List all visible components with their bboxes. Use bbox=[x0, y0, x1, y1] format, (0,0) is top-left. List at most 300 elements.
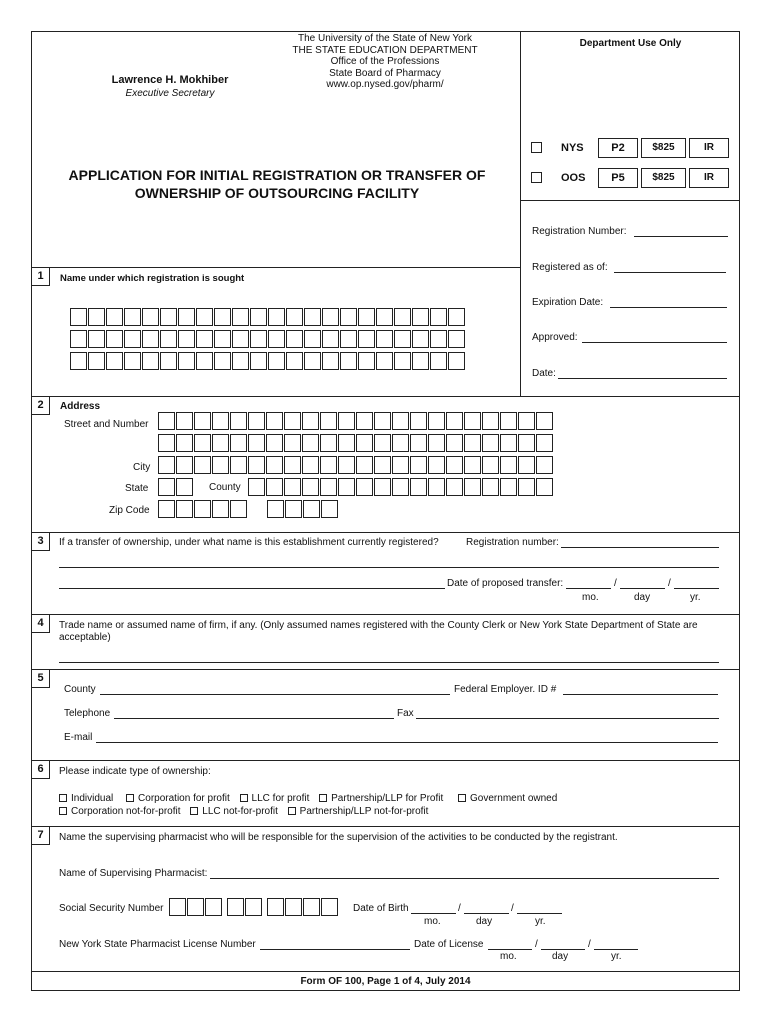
city-label: City bbox=[133, 462, 151, 473]
char-cell[interactable] bbox=[266, 456, 283, 474]
char-cell[interactable] bbox=[286, 352, 303, 370]
char-cell[interactable] bbox=[176, 434, 193, 452]
char-cell[interactable] bbox=[142, 308, 159, 326]
oos-code: P5 bbox=[598, 168, 638, 188]
char-cell[interactable] bbox=[338, 456, 355, 474]
char-cell[interactable] bbox=[106, 330, 123, 348]
transfer-day-line[interactable] bbox=[620, 588, 665, 589]
char-cell[interactable] bbox=[356, 478, 373, 496]
char-cell[interactable] bbox=[178, 308, 195, 326]
char-cell[interactable] bbox=[518, 434, 535, 452]
char-cell[interactable] bbox=[340, 330, 357, 348]
char-cell[interactable] bbox=[392, 412, 409, 430]
street-row-1[interactable] bbox=[158, 412, 554, 430]
char-cell[interactable] bbox=[410, 456, 427, 474]
dept-rule bbox=[520, 200, 740, 201]
section6-top-rule bbox=[31, 760, 740, 761]
checkbox-icon[interactable] bbox=[458, 794, 466, 802]
char-cell[interactable] bbox=[448, 330, 465, 348]
slash: / bbox=[458, 903, 461, 914]
oos-checkbox[interactable] bbox=[531, 172, 542, 183]
char-cell[interactable] bbox=[320, 434, 337, 452]
year-hint: yr. bbox=[690, 592, 701, 603]
year-hint: yr. bbox=[611, 951, 622, 962]
char-cell[interactable] bbox=[500, 412, 517, 430]
char-cell[interactable] bbox=[430, 330, 447, 348]
char-cell[interactable] bbox=[230, 412, 247, 430]
trade-name-line[interactable] bbox=[59, 662, 719, 663]
char-cell[interactable] bbox=[268, 352, 285, 370]
dob-label: Date of Birth bbox=[353, 903, 409, 914]
char-cell[interactable] bbox=[302, 434, 319, 452]
char-cell[interactable] bbox=[158, 412, 175, 430]
char-cell[interactable] bbox=[500, 456, 517, 474]
char-cell[interactable] bbox=[322, 330, 339, 348]
char-cell[interactable] bbox=[230, 434, 247, 452]
char-cell[interactable] bbox=[194, 412, 211, 430]
char-cell[interactable] bbox=[446, 412, 463, 430]
char-cell[interactable] bbox=[212, 412, 229, 430]
char-cell[interactable] bbox=[356, 434, 373, 452]
char-cell[interactable] bbox=[536, 434, 553, 452]
char-cell[interactable] bbox=[267, 898, 284, 916]
char-cell[interactable] bbox=[266, 412, 283, 430]
fein-line[interactable] bbox=[563, 694, 718, 695]
char-cell[interactable] bbox=[482, 456, 499, 474]
char-cell[interactable] bbox=[158, 456, 175, 474]
slash: / bbox=[668, 578, 671, 589]
supervising-prompt: Name the supervising pharmacist who will be responsible for the supervision of the activities to be conducted by the registrant. bbox=[59, 832, 618, 843]
char-cell[interactable] bbox=[214, 308, 231, 326]
char-cell[interactable] bbox=[212, 456, 229, 474]
char-cell[interactable] bbox=[394, 308, 411, 326]
char-cell[interactable] bbox=[482, 478, 499, 496]
char-cell[interactable] bbox=[446, 456, 463, 474]
char-cell[interactable] bbox=[196, 352, 213, 370]
char-cell[interactable] bbox=[267, 500, 284, 518]
ownership-prompt: Please indicate type of ownership: bbox=[59, 766, 211, 777]
nys-checkbox[interactable] bbox=[531, 142, 542, 153]
char-cell[interactable] bbox=[302, 456, 319, 474]
form-title-line: OWNERSHIP OF OUTSOURCING FACILITY bbox=[134, 185, 420, 201]
char-cell[interactable] bbox=[70, 308, 87, 326]
checkbox-icon[interactable] bbox=[288, 807, 296, 815]
telephone-line[interactable] bbox=[114, 718, 394, 719]
char-cell[interactable] bbox=[284, 456, 301, 474]
char-cell[interactable] bbox=[500, 434, 517, 452]
char-cell[interactable] bbox=[268, 308, 285, 326]
section1-label: Name under which registration is sought bbox=[60, 273, 245, 284]
char-cell[interactable] bbox=[160, 352, 177, 370]
transfer-year-line[interactable] bbox=[674, 588, 719, 589]
slash: / bbox=[511, 903, 514, 914]
char-cell[interactable] bbox=[518, 412, 535, 430]
char-cell[interactable] bbox=[158, 478, 175, 496]
ssn-cells-2[interactable] bbox=[227, 898, 263, 916]
state-cells[interactable] bbox=[158, 478, 194, 496]
char-cell[interactable] bbox=[410, 412, 427, 430]
char-cell[interactable] bbox=[322, 308, 339, 326]
state-label: State bbox=[125, 483, 149, 494]
char-cell[interactable] bbox=[158, 434, 175, 452]
char-cell[interactable] bbox=[430, 308, 447, 326]
char-cell[interactable] bbox=[374, 412, 391, 430]
char-cell[interactable] bbox=[410, 434, 427, 452]
char-cell[interactable] bbox=[302, 412, 319, 430]
checkbox-icon[interactable] bbox=[59, 807, 67, 815]
char-cell[interactable] bbox=[176, 412, 193, 430]
char-cell[interactable] bbox=[176, 456, 193, 474]
char-cell[interactable] bbox=[266, 478, 283, 496]
char-cell[interactable] bbox=[412, 308, 429, 326]
footer-rule bbox=[31, 971, 740, 972]
nys-label: NYS bbox=[561, 142, 584, 154]
char-cell[interactable] bbox=[250, 308, 267, 326]
char-cell[interactable] bbox=[320, 478, 337, 496]
checkbox-icon[interactable] bbox=[190, 807, 198, 815]
registration-number-line bbox=[634, 236, 728, 237]
char-cell[interactable] bbox=[321, 898, 338, 916]
section-number: 3 bbox=[31, 532, 50, 551]
char-cell[interactable] bbox=[266, 434, 283, 452]
char-cell[interactable] bbox=[284, 412, 301, 430]
transfer-question: If a transfer of ownership, under what name is this establishment currently registered? bbox=[59, 537, 439, 548]
char-cell[interactable] bbox=[176, 500, 193, 518]
char-cell[interactable] bbox=[430, 352, 447, 370]
char-cell[interactable] bbox=[232, 352, 249, 370]
char-cell[interactable] bbox=[321, 500, 338, 518]
char-cell[interactable] bbox=[412, 352, 429, 370]
oos-type: IR bbox=[689, 168, 729, 188]
ssn-cells-3[interactable] bbox=[267, 898, 339, 916]
char-cell[interactable] bbox=[124, 330, 141, 348]
address-label: Address bbox=[60, 401, 101, 412]
license-year-line[interactable] bbox=[594, 949, 638, 950]
section7-top-rule bbox=[31, 826, 740, 827]
char-cell[interactable] bbox=[358, 352, 375, 370]
char-cell[interactable] bbox=[70, 330, 87, 348]
fax-label: Fax bbox=[397, 708, 414, 719]
char-cell[interactable] bbox=[446, 434, 463, 452]
current-name-line[interactable] bbox=[59, 567, 719, 568]
char-cell[interactable] bbox=[250, 330, 267, 348]
char-cell[interactable] bbox=[230, 456, 247, 474]
ownership-option[interactable]: Individual bbox=[59, 793, 113, 804]
ownership-option[interactable]: Partnership/LLP for Profit bbox=[319, 793, 443, 804]
dob-month-line[interactable] bbox=[411, 913, 456, 914]
char-cell[interactable] bbox=[250, 352, 267, 370]
char-cell[interactable] bbox=[214, 330, 231, 348]
char-cell[interactable] bbox=[178, 330, 195, 348]
char-cell[interactable] bbox=[374, 478, 391, 496]
dob-day-line[interactable] bbox=[464, 913, 509, 914]
char-cell[interactable] bbox=[340, 308, 357, 326]
char-cell[interactable] bbox=[196, 330, 213, 348]
section1-top-rule bbox=[31, 267, 520, 268]
char-cell[interactable] bbox=[284, 434, 301, 452]
char-cell[interactable] bbox=[227, 898, 244, 916]
char-cell[interactable] bbox=[160, 330, 177, 348]
char-cell[interactable] bbox=[464, 478, 481, 496]
day-hint: day bbox=[634, 592, 651, 603]
approved-line bbox=[582, 342, 727, 343]
month-hint: mo. bbox=[500, 951, 517, 962]
char-cell[interactable] bbox=[194, 434, 211, 452]
month-hint: mo. bbox=[424, 916, 441, 927]
char-cell[interactable] bbox=[320, 412, 337, 430]
char-cell[interactable] bbox=[428, 456, 445, 474]
char-cell[interactable] bbox=[482, 434, 499, 452]
char-cell[interactable] bbox=[286, 330, 303, 348]
nys-code: P2 bbox=[598, 138, 638, 158]
form-footer: Form OF 100, Page 1 of 4, July 2014 bbox=[300, 976, 471, 987]
char-cell[interactable] bbox=[248, 478, 265, 496]
section3-top-rule bbox=[31, 532, 740, 533]
char-cell[interactable] bbox=[338, 478, 355, 496]
zip-cells[interactable] bbox=[158, 500, 248, 518]
expiration-date-label: Expiration Date: bbox=[532, 297, 604, 308]
char-cell[interactable] bbox=[124, 308, 141, 326]
char-cell[interactable] bbox=[464, 456, 481, 474]
zip-ext-cells[interactable] bbox=[267, 500, 339, 518]
char-cell[interactable] bbox=[536, 478, 553, 496]
license-month-line[interactable] bbox=[488, 949, 532, 950]
char-cell[interactable] bbox=[428, 434, 445, 452]
county-label: County bbox=[209, 482, 241, 493]
registration-number-text: Registration number: bbox=[466, 537, 559, 548]
checkbox-icon[interactable] bbox=[126, 794, 134, 802]
trade-name-text: Trade name or assumed name of firm, if any. (Only assumed names registered with the County Clerk or New York State Department of State are acceptable) bbox=[59, 620, 698, 643]
char-cell[interactable] bbox=[392, 478, 409, 496]
ownership-option[interactable]: Government owned bbox=[458, 793, 557, 804]
char-cell[interactable] bbox=[376, 352, 393, 370]
char-cell[interactable] bbox=[518, 478, 535, 496]
month-hint: mo. bbox=[582, 592, 599, 603]
checkbox-icon[interactable] bbox=[59, 794, 67, 802]
char-cell[interactable] bbox=[304, 352, 321, 370]
char-cell[interactable] bbox=[285, 898, 302, 916]
char-cell[interactable] bbox=[142, 330, 159, 348]
char-cell[interactable] bbox=[212, 500, 229, 518]
char-cell[interactable] bbox=[194, 500, 211, 518]
char-cell[interactable] bbox=[394, 330, 411, 348]
registration-number-label: Registration Number: bbox=[532, 226, 627, 237]
street-label: Street and Number bbox=[64, 419, 149, 430]
ssn-cells-1[interactable] bbox=[169, 898, 223, 916]
dept-date-line bbox=[558, 378, 727, 379]
char-cell[interactable] bbox=[410, 478, 427, 496]
street-row-2[interactable] bbox=[158, 434, 554, 452]
license-day-line[interactable] bbox=[541, 949, 585, 950]
name-row-1[interactable] bbox=[70, 308, 466, 326]
char-cell[interactable] bbox=[358, 308, 375, 326]
registered-as-of-label: Registered as of: bbox=[532, 262, 608, 273]
char-cell[interactable] bbox=[536, 412, 553, 430]
char-cell[interactable] bbox=[70, 352, 87, 370]
char-cell[interactable] bbox=[374, 434, 391, 452]
dept-date-label: Date: bbox=[532, 368, 556, 379]
char-cell[interactable] bbox=[169, 898, 186, 916]
oos-fee: $825 bbox=[641, 168, 686, 188]
char-cell[interactable] bbox=[446, 478, 463, 496]
char-cell[interactable] bbox=[230, 500, 247, 518]
char-cell[interactable] bbox=[338, 434, 355, 452]
char-cell[interactable] bbox=[302, 478, 319, 496]
checkbox-icon[interactable] bbox=[319, 794, 327, 802]
char-cell[interactable] bbox=[178, 352, 195, 370]
transfer-reg-number-line[interactable] bbox=[561, 547, 719, 548]
char-cell[interactable] bbox=[248, 434, 265, 452]
char-cell[interactable] bbox=[196, 308, 213, 326]
year-hint: yr. bbox=[535, 916, 546, 927]
signer-name: Lawrence H. Mokhiber bbox=[111, 74, 229, 86]
agency-line: State Board of Pharmacy bbox=[329, 67, 441, 79]
char-cell[interactable] bbox=[322, 352, 339, 370]
form-title-line: APPLICATION FOR INITIAL REGISTRATION OR TRANSFER OF bbox=[68, 167, 486, 183]
char-cell[interactable] bbox=[428, 412, 445, 430]
day-hint: day bbox=[552, 951, 569, 962]
char-cell[interactable] bbox=[412, 330, 429, 348]
char-cell[interactable] bbox=[338, 412, 355, 430]
char-cell[interactable] bbox=[245, 898, 262, 916]
dob-year-line[interactable] bbox=[517, 913, 562, 914]
char-cell[interactable] bbox=[304, 330, 321, 348]
char-cell[interactable] bbox=[232, 308, 249, 326]
char-cell[interactable] bbox=[356, 412, 373, 430]
agency-line: THE STATE EDUCATION DEPARTMENT bbox=[292, 44, 478, 56]
char-cell[interactable] bbox=[448, 352, 465, 370]
ownership-option[interactable]: Partnership/LLP not-for-profit bbox=[288, 806, 429, 817]
transfer-month-line[interactable] bbox=[566, 588, 611, 589]
email-line[interactable] bbox=[96, 742, 718, 743]
char-cell[interactable] bbox=[214, 352, 231, 370]
char-cell[interactable] bbox=[304, 308, 321, 326]
license-label: New York State Pharmacist License Number bbox=[59, 939, 256, 950]
char-cell[interactable] bbox=[286, 308, 303, 326]
char-cell[interactable] bbox=[124, 352, 141, 370]
license-date-label: Date of License bbox=[414, 939, 484, 950]
char-cell[interactable] bbox=[518, 456, 535, 474]
section-number: 6 bbox=[31, 760, 50, 779]
char-cell[interactable] bbox=[303, 500, 320, 518]
char-cell[interactable] bbox=[428, 478, 445, 496]
section-number: 1 bbox=[31, 267, 50, 286]
char-cell[interactable] bbox=[142, 352, 159, 370]
agency-block bbox=[270, 33, 500, 91]
name-row-2[interactable] bbox=[70, 330, 466, 348]
char-cell[interactable] bbox=[376, 330, 393, 348]
section2-top-rule bbox=[31, 396, 740, 397]
county-cells[interactable] bbox=[248, 478, 554, 496]
ssn-label: Social Security Number bbox=[59, 903, 164, 914]
char-cell[interactable] bbox=[106, 352, 123, 370]
agency-line: Office of the Professions bbox=[330, 56, 440, 67]
char-cell[interactable] bbox=[106, 308, 123, 326]
ownership-option[interactable]: Corporation for profit bbox=[126, 793, 230, 804]
section-number: 2 bbox=[31, 396, 50, 415]
agency-line: The University of the State of New York bbox=[298, 33, 472, 44]
dept-divider bbox=[520, 31, 521, 396]
char-cell[interactable] bbox=[232, 330, 249, 348]
char-cell[interactable] bbox=[356, 456, 373, 474]
oos-label: OOS bbox=[561, 172, 586, 184]
char-cell[interactable] bbox=[500, 478, 517, 496]
char-cell[interactable] bbox=[158, 500, 175, 518]
char-cell[interactable] bbox=[248, 412, 265, 430]
city-row[interactable] bbox=[158, 456, 554, 474]
char-cell[interactable] bbox=[358, 330, 375, 348]
char-cell[interactable] bbox=[285, 500, 302, 518]
char-cell[interactable] bbox=[160, 308, 177, 326]
section4-top-rule bbox=[31, 614, 740, 615]
char-cell[interactable] bbox=[303, 898, 320, 916]
char-cell[interactable] bbox=[212, 434, 229, 452]
expiration-date-line bbox=[610, 307, 727, 308]
char-cell[interactable] bbox=[88, 352, 105, 370]
char-cell[interactable] bbox=[88, 308, 105, 326]
section5-top-rule bbox=[31, 669, 740, 670]
slash: / bbox=[535, 939, 538, 950]
ownership-option[interactable]: Corporation not-for-profit bbox=[59, 806, 181, 817]
char-cell[interactable] bbox=[392, 456, 409, 474]
nys-fee: $825 bbox=[641, 138, 686, 158]
char-cell[interactable] bbox=[394, 352, 411, 370]
checkbox-icon[interactable] bbox=[240, 794, 248, 802]
license-number-line[interactable] bbox=[260, 949, 410, 950]
slash: / bbox=[614, 578, 617, 589]
char-cell[interactable] bbox=[284, 478, 301, 496]
county-field-label: County bbox=[64, 684, 96, 695]
ownership-option[interactable]: LLC not-for-profit bbox=[190, 806, 278, 817]
zip-label: Zip Code bbox=[109, 505, 150, 516]
county-field-line[interactable] bbox=[100, 694, 450, 695]
char-cell[interactable] bbox=[448, 308, 465, 326]
ownership-option[interactable]: LLC for profit bbox=[240, 793, 310, 804]
char-cell[interactable] bbox=[376, 308, 393, 326]
approved-label: Approved: bbox=[532, 332, 578, 343]
nys-type: IR bbox=[689, 138, 729, 158]
char-cell[interactable] bbox=[194, 456, 211, 474]
char-cell[interactable] bbox=[374, 456, 391, 474]
proposed-transfer-label: Date of proposed transfer: bbox=[447, 578, 564, 589]
char-cell[interactable] bbox=[248, 456, 265, 474]
char-cell[interactable] bbox=[187, 898, 204, 916]
email-label: E-mail bbox=[64, 732, 93, 743]
char-cell[interactable] bbox=[482, 412, 499, 430]
char-cell[interactable] bbox=[340, 352, 357, 370]
registered-as-of-line bbox=[614, 272, 726, 273]
dept-use-heading: Department Use Only bbox=[579, 38, 682, 49]
char-cell[interactable] bbox=[392, 434, 409, 452]
slash: / bbox=[588, 939, 591, 950]
section-number: 5 bbox=[31, 669, 50, 688]
fein-label: Federal Employer. ID # bbox=[454, 684, 557, 695]
char-cell[interactable] bbox=[268, 330, 285, 348]
char-cell[interactable] bbox=[464, 434, 481, 452]
section-number: 4 bbox=[31, 614, 50, 633]
telephone-label: Telephone bbox=[64, 708, 111, 719]
current-name-line-2[interactable] bbox=[59, 588, 445, 589]
char-cell[interactable] bbox=[464, 412, 481, 430]
supervising-name-line[interactable] bbox=[210, 878, 719, 879]
char-cell[interactable] bbox=[176, 478, 193, 496]
char-cell[interactable] bbox=[536, 456, 553, 474]
char-cell[interactable] bbox=[205, 898, 222, 916]
fax-line[interactable] bbox=[416, 718, 719, 719]
name-row-3[interactable] bbox=[70, 352, 466, 370]
char-cell[interactable] bbox=[320, 456, 337, 474]
char-cell[interactable] bbox=[88, 330, 105, 348]
